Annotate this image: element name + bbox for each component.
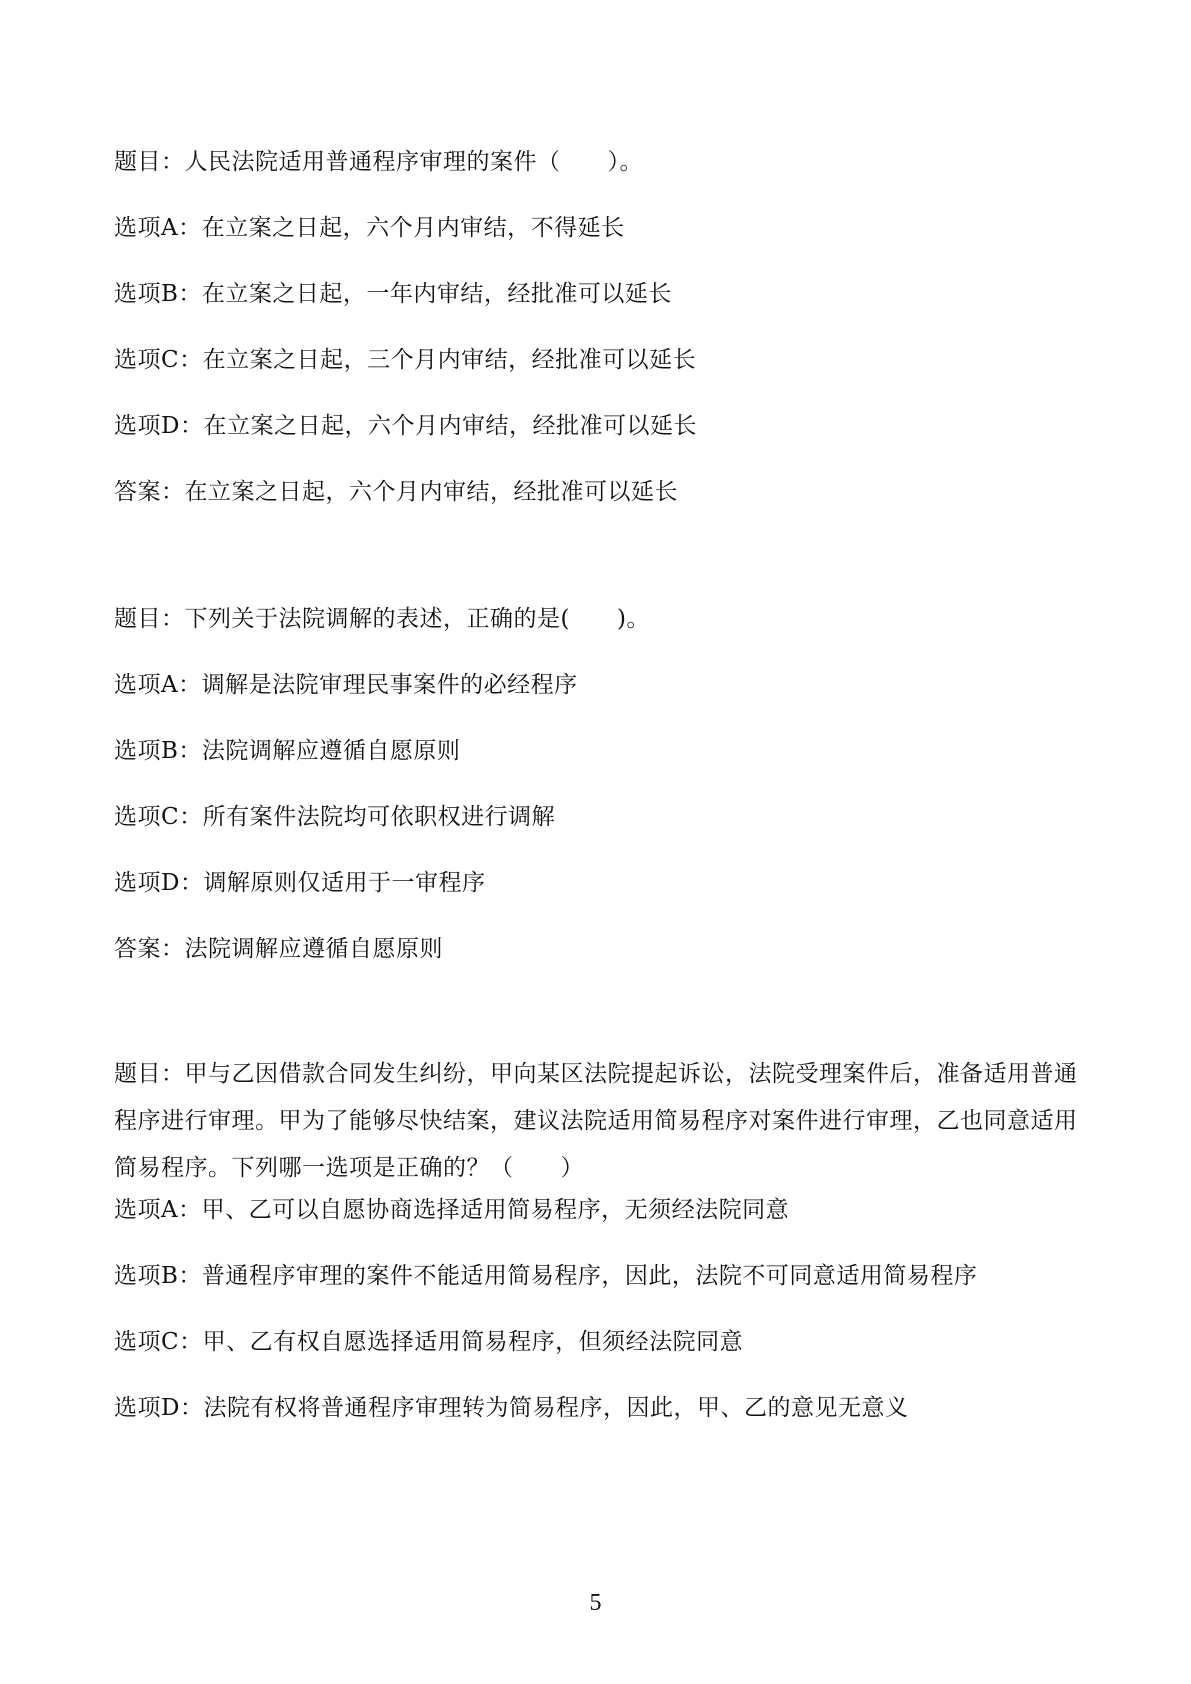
page-number: 5 [589,1590,602,1616]
question-1-option-c: 选项C：在立案之日起，三个月内审结，经批准可以延长 [114,347,697,373]
question-3-option-d: 选项D：法院有权将普通程序审理转为简易程序，因此，甲、乙的意见无意义 [114,1395,909,1421]
question-3-option-b: 选项B：普通程序审理的案件不能适用简易程序，因此，法院不可同意适用简易程序 [114,1263,978,1289]
question-1-answer: 答案：在立案之日起，六个月内审结，经批准可以延长 [114,479,678,505]
question-2-text: 题目：下列关于法院调解的表述，正确的是( )。 [114,606,650,632]
question-1-option-a: 选项A：在立案之日起，六个月内审结，不得延长 [114,215,625,241]
question-2-option-d: 选项D：调解原则仅适用于一审程序 [114,870,486,896]
question-2-option-b: 选项B：法院调解应遵循自愿原则 [114,738,461,764]
question-2-answer: 答案：法院调解应遵循自愿原则 [114,936,443,962]
question-3-option-a: 选项A：甲、乙可以自愿协商选择适用简易程序，无须经法院同意 [114,1197,790,1223]
question-3-option-c: 选项C：甲、乙有权自愿选择适用简易程序，但须经法院同意 [114,1329,744,1355]
question-1-text: 题目：人民法院适用普通程序审理的案件（ ）。 [114,149,643,175]
question-2-option-a: 选项A：调解是法院审理民事案件的必经程序 [114,672,578,698]
question-1-option-d: 选项D：在立案之日起，六个月内审结，经批准可以延长 [114,413,697,439]
question-3-text: 题目：甲与乙因借款合同发生纠纷，甲向某区法院提起诉讼，法院受理案件后，准备适用普通程序进行审理。甲为了能够尽快结案，建议法院适用简易程序对案件进行审理，乙也同意适用简易程序。下列哪一选项是正确的？（ ） [114,1061,1078,1181]
question-1-option-b: 选项B：在立案之日起，一年内审结，经批准可以延长 [114,281,672,307]
question-2-option-c: 选项C：所有案件法院均可依职权进行调解 [114,804,556,830]
